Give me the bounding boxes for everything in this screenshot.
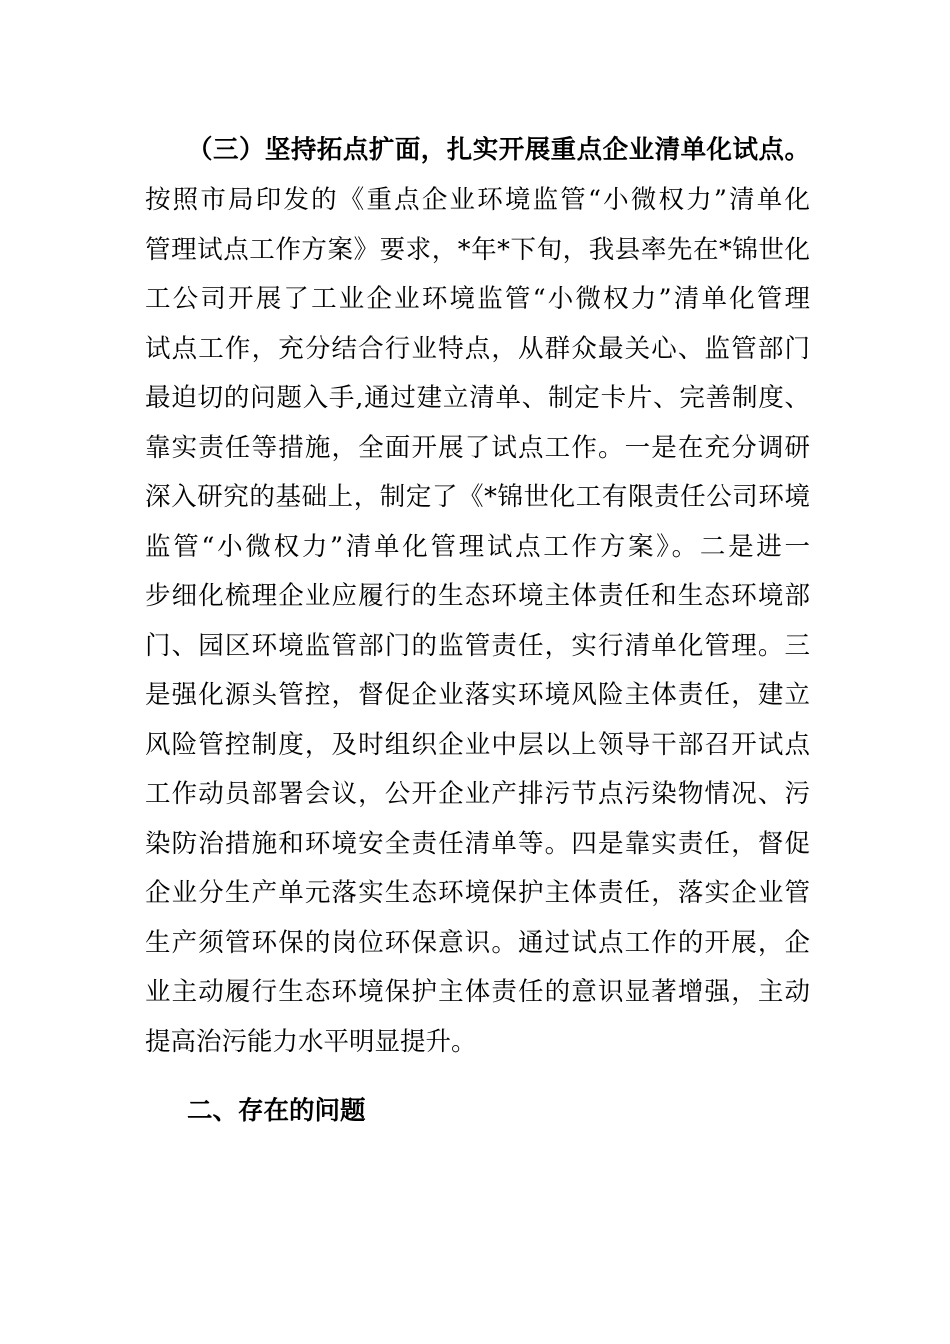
section-heading: 二、存在的问题: [187, 1096, 366, 1126]
paragraph-line: 生产须管环保的岗位环保意识。通过试点工作的开展，企: [145, 927, 810, 958]
paragraph-line: 提高治污能力水平明显提升。: [145, 1026, 477, 1057]
subheading: （三）坚持拓点扩面，扎实开展重点企业清单化试点。: [187, 135, 810, 165]
paragraph-line: 企业分生产单元落实生态环境保护主体责任，落实企业管: [145, 878, 810, 908]
paragraph-line: 按照市局印发的《重点企业环境监管“小微权力”清单化: [145, 185, 810, 215]
paragraph-line: 管理试点工作方案》要求，*年*下旬，我县率先在*锦世化: [145, 234, 810, 265]
paragraph-line: 风险管控制度，及时组织企业中层以上领导干部召开试点: [145, 729, 810, 760]
paragraph-line: 深入研究的基础上，制定了《*锦世化工有限责任公司环境: [145, 482, 810, 512]
paragraph-line: 试点工作，充分结合行业特点，从群众最关心、监管部门: [145, 333, 810, 364]
paragraph-line: 步细化梳理企业应履行的生态环境主体责任和生态环境部: [145, 581, 810, 611]
paragraph-line: 靠实责任等措施，全面开展了试点工作。一是在充分调研: [145, 432, 810, 463]
paragraph-line: 工公司开展了工业企业环境监管“小微权力”清单化管理: [145, 284, 810, 314]
paragraph-line: 染防治措施和环境安全责任清单等。四是靠实责任，督促: [145, 828, 810, 859]
paragraph-line: 是强化源头管控，督促企业落实环境风险主体责任，建立: [145, 680, 810, 710]
paragraph-line: 门、园区环境监管部门的监管责任，实行清单化管理。三: [145, 630, 810, 661]
paragraph-line: 监管“小微权力”清单化管理试点工作方案》。二是进一: [145, 531, 810, 562]
paragraph-line: 工作动员部署会议，公开企业产排污节点污染物情况、污: [145, 779, 810, 809]
paragraph-line: 业主动履行生态环境保护主体责任的意识显著增强，主动: [145, 977, 810, 1007]
paragraph-line: 最迫切的问题入手,通过建立清单、制定卡片、完善制度、: [145, 383, 810, 413]
